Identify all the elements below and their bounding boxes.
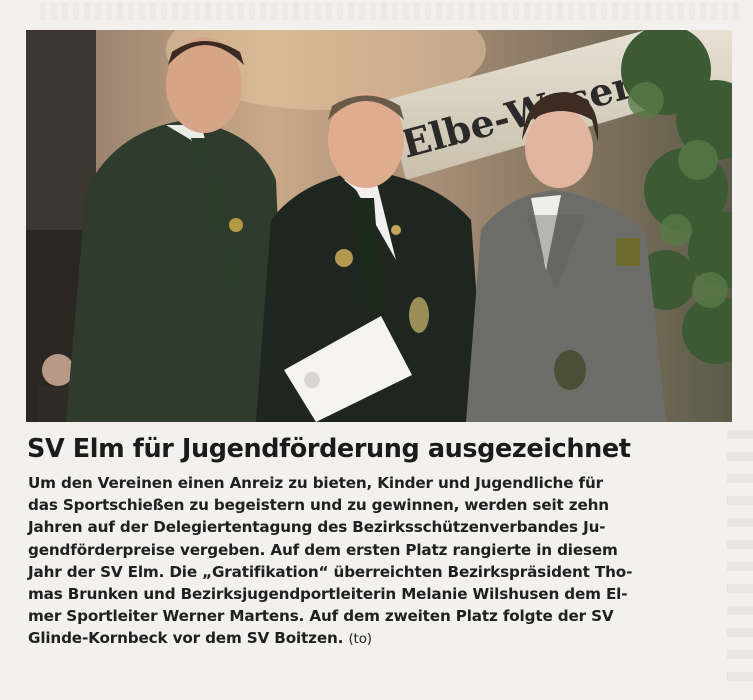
body-line: Jahr der SV Elm. Die „Gratifikation“ überreichten Bezirkspräsident Tho-: [28, 562, 633, 581]
adjacent-column-bleed: [727, 430, 753, 690]
body-line-last: [28, 627, 728, 650]
article-body: [28, 472, 728, 651]
body-line: mas Brunken und Bezirksjugendportleiterin Melanie Wilshusen dem El-: [28, 585, 628, 604]
author-credit: (to): [348, 631, 372, 648]
article-photo: [26, 30, 732, 422]
body-line: gendförderpreise vergeben. Auf dem ersten Platz rangierte in diesem: [28, 540, 618, 559]
body-line: Um den Vereinen einen Anreiz zu bieten, Kinder und Jugendliche für: [28, 474, 603, 492]
body-line: Jahren auf der Delegiertentagung des Bezirksschützenverbandes Ju-: [28, 518, 606, 537]
article-headline: SV Elm für Jugendförderung ausgezeichnet: [27, 434, 631, 464]
body-line: das Sportschießen zu begeistern und zu gewinnen, werden seit zehn: [28, 496, 609, 515]
body-line-text: Glinde-Kornbeck vor dem SV Boitzen.: [28, 629, 344, 648]
body-line: mer Sportleiter Werner Martens. Auf dem zweiten Platz folgte der SV: [28, 607, 614, 626]
bleed-through-text: [40, 2, 740, 20]
award-ceremony-photo: [26, 30, 732, 422]
